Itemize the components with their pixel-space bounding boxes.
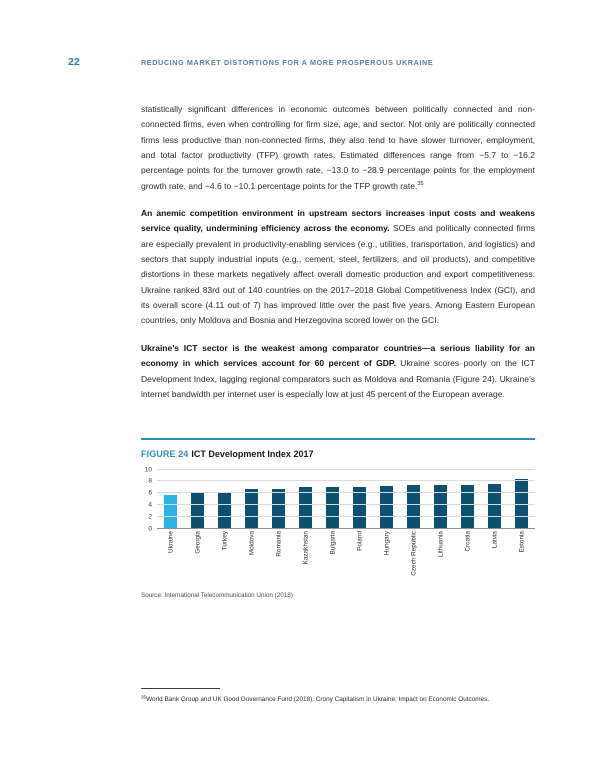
bar-slot <box>454 469 481 528</box>
bar-kazakhstan <box>299 487 312 527</box>
figure-label: FIGURE 24 <box>141 448 189 459</box>
x-label-slot <box>508 530 535 552</box>
figure-caption <box>141 449 535 459</box>
bar-slot <box>157 469 184 528</box>
bar-slot <box>346 469 373 528</box>
y-axis-tick: 4 <box>148 501 152 509</box>
x-label-slot <box>265 530 292 557</box>
x-label-slot <box>184 530 211 554</box>
bar-croatia <box>461 485 474 528</box>
paragraph-2-lead: An anemic competition environment in upstream sectors increases input costs and weakens service quality, undermining efficiency across the economy. <box>141 208 535 234</box>
x-label-slot <box>373 530 400 555</box>
bar-slot <box>211 469 238 528</box>
plot-area <box>157 469 535 529</box>
paragraph-1-text: statistically significant differences in economic outcomes between politically connected and non-connected firms, even when controlling for firm size, age, and sector. Not only are politically connected firms less productive than non-connected firms, they also tend to have slower turnover, employment, and total factor productivity (TFP) growth rates. Estimated differences range from −5.7 to −16.2 percentage points for the turnover growth rate, −13.0 to −28.9 percentage points for the employment growth rate, and −4.6 to −10.1 percentage points for the TFP growth rate. <box>141 104 535 191</box>
x-label-slot <box>481 530 508 548</box>
bar-romania <box>272 489 285 528</box>
x-label-slot <box>346 530 373 551</box>
bar-georgia <box>191 493 204 527</box>
gridline <box>157 504 535 505</box>
bar-slot <box>292 469 319 528</box>
bar-slot <box>481 469 508 528</box>
y-axis-tick: 0 <box>148 525 152 533</box>
bar-turkey <box>218 492 231 528</box>
bar-slot <box>238 469 265 528</box>
paragraph-3 <box>141 341 535 402</box>
paragraph-2 <box>141 206 535 329</box>
x-axis-label-ukraine: Ukraine <box>167 530 174 553</box>
y-axis-tick: 6 <box>148 489 152 497</box>
x-label-slot <box>211 530 238 550</box>
gridline <box>157 480 535 481</box>
x-label-slot <box>427 530 454 557</box>
footnote-area <box>141 688 535 704</box>
bar-slot <box>373 469 400 528</box>
y-axis <box>141 466 155 533</box>
x-axis-labels <box>157 530 535 576</box>
x-label-slot <box>454 530 481 552</box>
footnote-number: 35 <box>141 694 147 700</box>
y-axis-tick: 8 <box>148 477 152 485</box>
gridline <box>157 469 535 470</box>
footnote-marker-inline: 35 <box>417 180 424 187</box>
figure-24 <box>141 438 535 576</box>
paragraph-2-rest: SOEs and politically connected firms are especially prevalent in productivity-enabling services (e.g., utilities, transportation, and logistics) and sectors that supply industrial inputs (e.g., cement, steel, fertilizers, and oil products), and competitive distortions in these markets negatively affect overall domestic production and export competitiveness. Ukraine ranked 83rd out of 140 countries on the 2017–2018 Global Competitiveness Index (GCI), and its overall score (4.11 out of 7) has improved little over the past five years. Among Eastern European countries, only Moldova and Bosnia and Herzegovina scored lower on the GCI. <box>141 223 536 326</box>
x-axis-label-hungary: Hungary <box>383 530 390 555</box>
bar-chart <box>141 466 535 576</box>
x-axis-label-estonia: Estonia <box>518 530 525 552</box>
y-axis-tick: 2 <box>148 513 152 521</box>
paragraph-3-rest: Ukraine scores poorly on the ICT Development Index, lagging regional comparators such as Moldova and Romania (Figure 24). Ukraine’s internet bandwidth per internet user is especially low at just 45 percent of the European average. <box>141 358 535 399</box>
bar-slot <box>400 469 427 528</box>
x-axis-label-bulgaria: Bulgaria <box>329 530 336 555</box>
bar-series <box>157 469 535 528</box>
bar-ukraine <box>164 495 177 528</box>
bar-slot <box>184 469 211 528</box>
page-header <box>0 56 600 72</box>
paragraph-3-lead: Ukraine’s ICT sector is the weakest among comparator countries—a serious liability for an economy in which services account for 60 percent of GDP. <box>141 342 535 369</box>
x-axis-label-latvia: Latvia <box>491 530 498 548</box>
gridline <box>157 492 535 493</box>
footnote <box>141 695 535 704</box>
x-label-slot <box>400 530 427 576</box>
gridline <box>157 516 535 517</box>
x-axis-label-poland: Poland <box>356 530 363 551</box>
running-title: REDUCING MARKET DISTORTIONS FOR A MORE PROSPEROUS UKRAINE <box>141 58 434 67</box>
bar-slot <box>427 469 454 528</box>
x-label-slot <box>292 530 319 564</box>
figure-rule <box>141 438 535 440</box>
paragraph-1 <box>141 102 535 194</box>
x-axis-label-kazakhstan: Kazakhstan <box>302 530 309 564</box>
x-axis-label-lithuania: Lithuania <box>437 530 444 557</box>
x-axis-label-moldova: Moldova <box>248 530 255 555</box>
x-label-slot <box>238 530 265 555</box>
y-axis-tick: 10 <box>144 466 152 474</box>
bar-moldova <box>245 489 258 527</box>
x-axis-label-turkey: Turkey <box>221 530 228 550</box>
x-axis-line <box>157 528 535 529</box>
footnote-divider <box>141 688 220 689</box>
bar-slot <box>319 469 346 528</box>
footnote-body: World Bank Group and UK Good Governance Fund (2018). Crony Capitalism in Ukraine: Impact on Economic Outcomes. <box>146 696 490 703</box>
bar-latvia <box>488 484 501 528</box>
page-number: 22 <box>68 56 81 68</box>
text-column <box>141 102 535 414</box>
bar-slot <box>508 469 535 528</box>
x-axis-label-georgia: Georgia <box>194 530 201 554</box>
x-label-slot <box>319 530 346 555</box>
x-axis-label-romania: Romania <box>275 530 282 557</box>
figure-source: Source: International Telecommunication Union (2018) <box>141 592 293 599</box>
x-label-slot <box>157 530 184 553</box>
x-axis-label-croatia: Croatia <box>464 530 471 552</box>
x-axis-label-czech-republic: Czech Republic <box>410 530 417 576</box>
bar-slot <box>265 469 292 528</box>
figure-title: ICT Development Index 2017 <box>191 448 314 459</box>
